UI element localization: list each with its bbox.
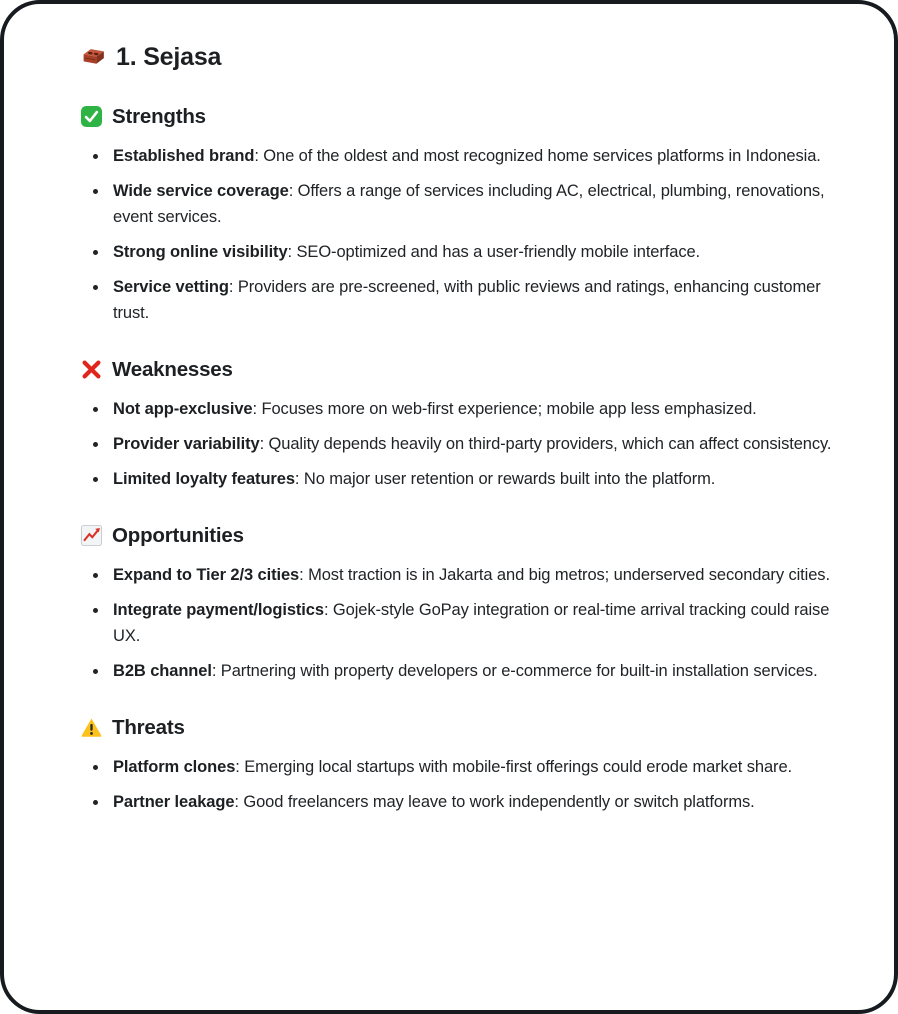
section-heading-text: Threats: [112, 716, 185, 739]
list-item: [86, 562, 852, 588]
bullet-dot: [93, 189, 98, 194]
bullet-dot: [93, 573, 98, 578]
section-strengths: [80, 103, 852, 326]
bullet-dot: [93, 250, 98, 255]
item-lead: Platform clones: [113, 758, 236, 776]
list-item: [86, 396, 852, 422]
item-lead: Limited loyalty features: [113, 470, 295, 488]
list-item-text: [113, 239, 852, 265]
item-lead: B2B channel: [113, 662, 212, 680]
list-item: [86, 597, 852, 649]
section-opportunities: [80, 522, 852, 684]
list-item-text: [113, 396, 852, 422]
list-item: [86, 178, 852, 230]
list-item: [86, 466, 852, 492]
item-lead: Strong online visibility: [113, 243, 288, 261]
section-heading-text: Weaknesses: [112, 358, 233, 381]
bullet-cell: [86, 274, 113, 326]
cross-mark-icon: [80, 358, 103, 381]
bullet-cell: [86, 143, 113, 169]
item-body: : Most traction is in Jakarta and big metros; underserved secondary cities.: [299, 566, 830, 584]
bullet-cell: [86, 178, 113, 230]
bullet-cell: [86, 658, 113, 684]
chart-increasing-icon: [80, 524, 103, 547]
opportunities-list: [80, 562, 852, 684]
item-body: : Focuses more on web-first experience; mobile app less emphasized.: [252, 400, 757, 418]
bullet-dot: [93, 442, 98, 447]
bullet-cell: [86, 239, 113, 265]
list-item-text: [113, 178, 852, 230]
item-body: : Good freelancers may leave to work independently or switch platforms.: [234, 793, 755, 811]
bullet-cell: [86, 466, 113, 492]
page-title-text: 1. Sejasa: [116, 43, 222, 71]
check-mark-button-icon: [80, 105, 103, 128]
list-item: [86, 789, 852, 815]
item-lead: Expand to Tier 2/3 cities: [113, 566, 300, 584]
item-lead: Partner leakage: [113, 793, 235, 811]
bullet-cell: [86, 396, 113, 422]
document-content: [4, 4, 894, 904]
item-body: : One of the oldest and most recognized home services platforms in Indonesia.: [254, 147, 821, 165]
bullet-cell: [86, 789, 113, 815]
list-item-text: [113, 466, 852, 492]
bullet-dot: [93, 800, 98, 805]
section-heading-weaknesses: [80, 356, 852, 383]
item-body: : SEO-optimized and has a user-friendly mobile interface.: [287, 243, 701, 261]
bullet-cell: [86, 562, 113, 588]
strengths-list: [80, 143, 852, 326]
item-body: : Gojek-style GoPay integration or real-time arrival tracking could raise UX.: [113, 601, 830, 645]
bullet-cell: [86, 431, 113, 457]
item-lead: Integrate payment/logistics: [113, 601, 324, 619]
bullet-dot: [93, 154, 98, 159]
item-body: : Emerging local startups with mobile-first offerings could erode market share.: [235, 758, 793, 776]
section-heading-strengths: [80, 103, 852, 130]
bullet-dot: [93, 477, 98, 482]
list-item: [86, 658, 852, 684]
bullet-dot: [93, 407, 98, 412]
item-body: : Providers are pre-screened, with public reviews and ratings, enhancing customer trust.: [113, 278, 821, 322]
section-heading-text: Opportunities: [112, 524, 244, 547]
item-body: : Offers a range of services including AC, electrical, plumbing, renovations, event services.: [113, 182, 825, 226]
item-body: : No major user retention or rewards built into the platform.: [294, 470, 716, 488]
bullet-dot: [93, 669, 98, 674]
bullet-dot: [93, 608, 98, 613]
list-item: [86, 754, 852, 780]
list-item-text: [113, 431, 852, 457]
list-item-text: [113, 597, 852, 649]
warning-icon: [80, 716, 103, 739]
section-heading-threats: [80, 714, 852, 741]
item-lead: Service vetting: [113, 278, 229, 296]
bullet-cell: [86, 754, 113, 780]
brick-icon: [80, 44, 107, 71]
weaknesses-list: [80, 396, 852, 492]
section-heading-opportunities: [80, 522, 852, 549]
item-body: : Quality depends heavily on third-party providers, which can affect consistency.: [259, 435, 832, 453]
list-item: [86, 239, 852, 265]
item-body: : Partnering with property developers or e-commerce for built-in installation services.: [211, 662, 818, 680]
list-item-text: [113, 658, 852, 684]
item-lead: Wide service coverage: [113, 182, 289, 200]
list-item-text: [113, 754, 852, 780]
item-lead: Established brand: [113, 147, 255, 165]
item-lead: Not app-exclusive: [113, 400, 253, 418]
bullet-dot: [93, 765, 98, 770]
list-item-text: [113, 143, 852, 169]
bullet-cell: [86, 597, 113, 649]
threats-list: [80, 754, 852, 815]
list-item-text: [113, 562, 852, 588]
list-item-text: [113, 789, 852, 815]
section-weaknesses: [80, 356, 852, 492]
section-threats: [80, 714, 852, 815]
list-item: [86, 431, 852, 457]
bullet-dot: [93, 285, 98, 290]
section-heading-text: Strengths: [112, 105, 206, 128]
list-item: [86, 274, 852, 326]
item-lead: Provider variability: [113, 435, 260, 453]
page-title: [80, 41, 852, 73]
list-item-text: [113, 274, 852, 326]
list-item: [86, 143, 852, 169]
